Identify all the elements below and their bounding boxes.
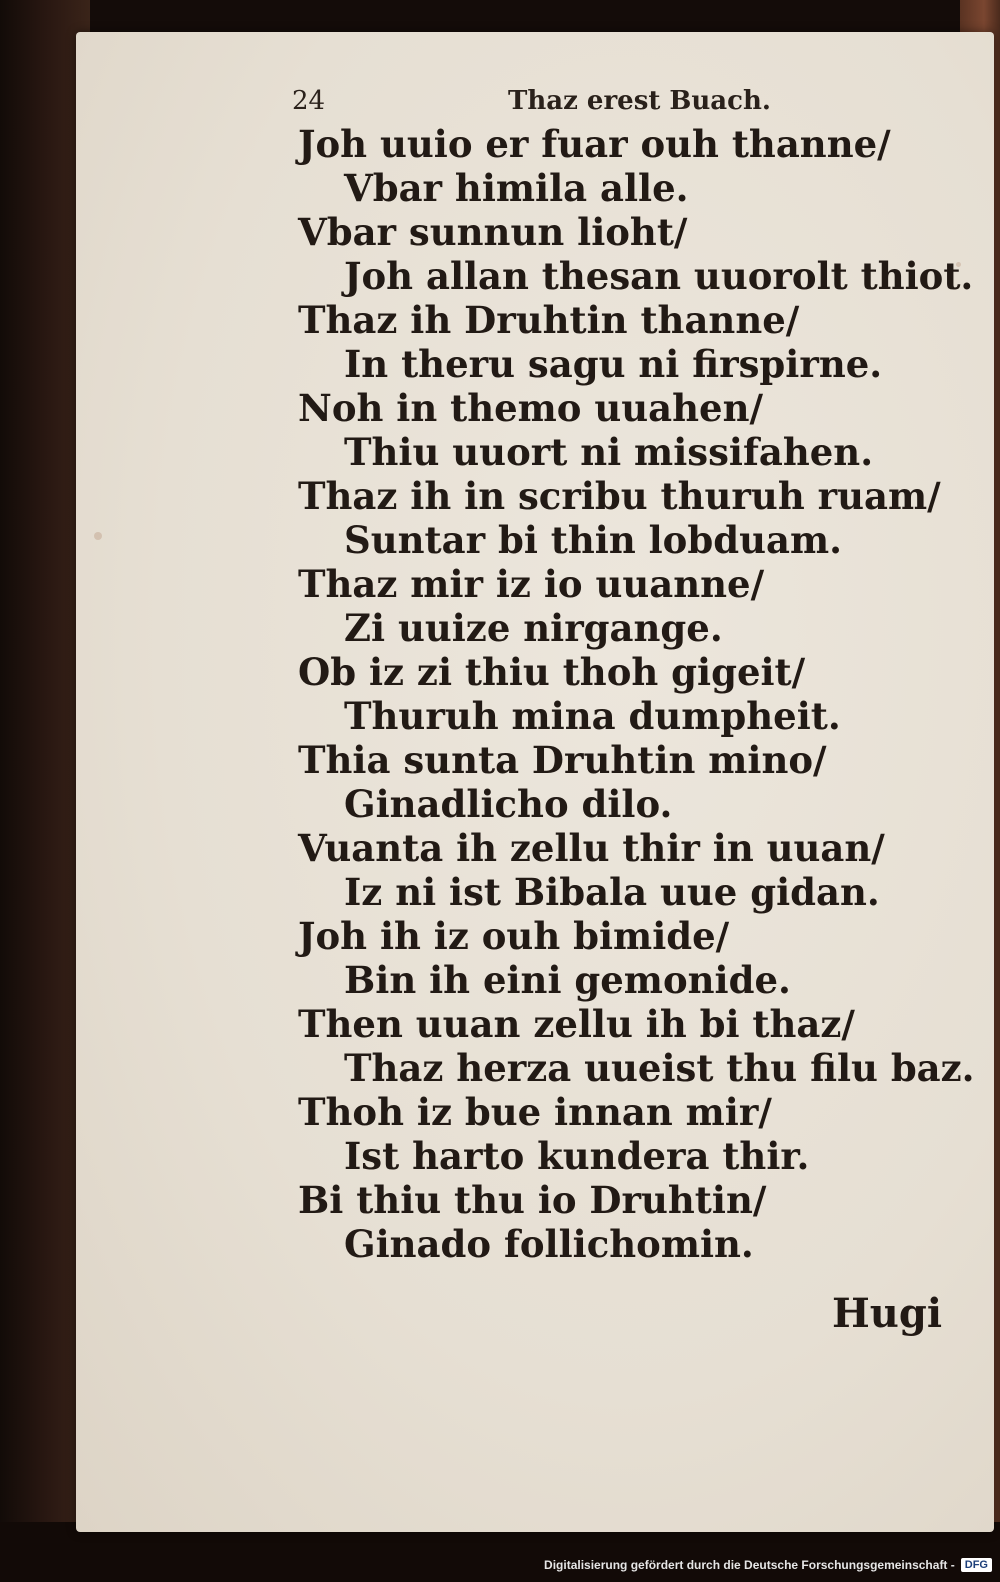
verse-line: Suntar bi thin lobduam. xyxy=(344,518,842,562)
dfg-logo: DFG xyxy=(961,1558,992,1572)
verse-line: Thaz mir iz io uuanne/ xyxy=(298,562,765,606)
verse-line: Thaz herza uueist thu filu baz. xyxy=(344,1046,975,1090)
page-header xyxy=(292,86,792,126)
verse-line: Joh ih iz ouh bimide/ xyxy=(298,914,730,958)
verse-line: Zi uuize nirgange. xyxy=(344,606,723,650)
verse-line: Thiu uuort ni missifahen. xyxy=(344,430,874,474)
page-number: 24 xyxy=(292,86,326,116)
paper-stain xyxy=(94,532,102,540)
verse-line: Ob iz zi thiu thoh gigeit/ xyxy=(298,650,806,694)
verse-line: Vbar sunnun lioht/ xyxy=(298,210,688,254)
verse-line: Joh uuio er fuar ouh thanne/ xyxy=(298,122,891,166)
verse-text xyxy=(298,122,975,1266)
verse-line: Ginadlicho dilo. xyxy=(344,782,673,826)
verse-line: Thia sunta Druhtin mino/ xyxy=(298,738,827,782)
verse-line: Thuruh mina dumpheit. xyxy=(344,694,841,738)
verse-line: Then uuan zellu ih bi thaz/ xyxy=(298,1002,855,1046)
digitization-credit xyxy=(544,1554,992,1576)
verse-line: Vbar himila alle. xyxy=(344,166,689,210)
verse-line: Noh in themo uuahen/ xyxy=(298,386,763,430)
verse-line: Ginado follichomin. xyxy=(344,1222,754,1266)
verse-line: Joh allan thesan uuorolt thiot. xyxy=(344,254,974,298)
verse-line: Bin ih eini gemonide. xyxy=(344,958,791,1002)
verse-line: Bi thiu thu io Druhtin/ xyxy=(298,1178,767,1222)
verse-line: Ist harto kundera thir. xyxy=(344,1134,810,1178)
verse-line: Thoh iz bue innan mir/ xyxy=(298,1090,772,1134)
verse-line: Vuanta ih zellu thir in uuan/ xyxy=(298,826,885,870)
verse-line: Iz ni ist Bibala uue gidan. xyxy=(344,870,880,914)
verse-line: In theru sagu ni firspirne. xyxy=(344,342,883,386)
running-head: Thaz erest Buach. xyxy=(508,86,771,116)
verse-line: Thaz ih Druhtin thanne/ xyxy=(298,298,800,342)
verse-line: Thaz ih in scribu thuruh ruam/ xyxy=(298,474,941,518)
credit-text: Digitalisierung gefördert durch die Deutsche Forschungsgemeinschaft - xyxy=(544,1558,955,1572)
catchword: Hugi xyxy=(832,1290,943,1337)
